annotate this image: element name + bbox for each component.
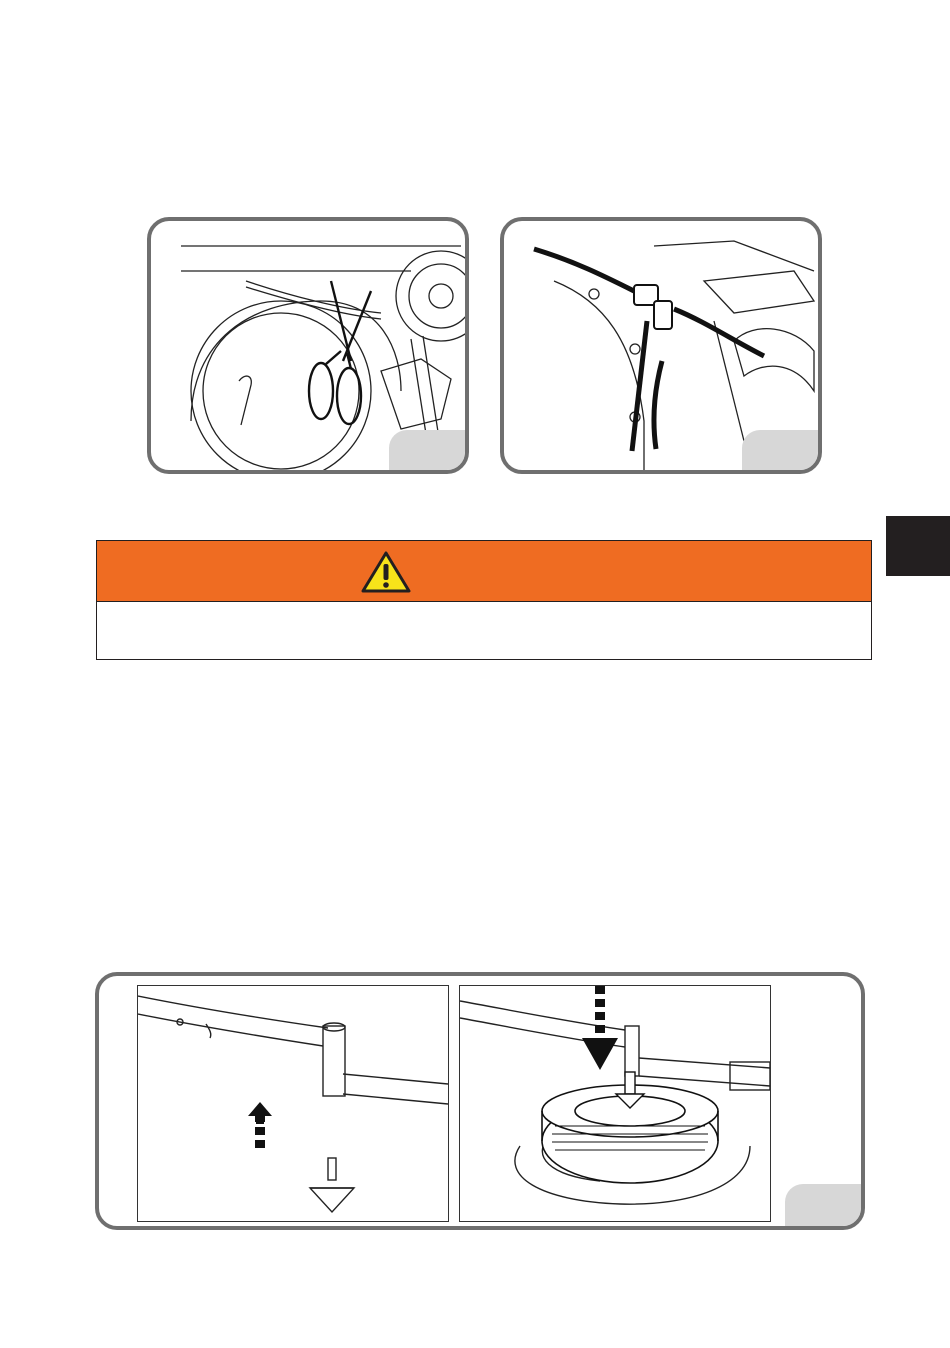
figure-panel-wheel-clamp xyxy=(459,985,771,1222)
warning-box xyxy=(96,540,872,660)
warning-header xyxy=(97,541,871,602)
section-tab xyxy=(886,516,950,576)
cone-raise-illustration xyxy=(138,986,448,1221)
figure-number-badge xyxy=(389,430,465,470)
figure-number-badge xyxy=(785,1184,861,1226)
wheel-clamp-illustration xyxy=(460,986,770,1221)
figure-wheel-clamping xyxy=(95,972,865,1230)
figure-cut-strap xyxy=(147,217,469,474)
figure-panel-cone-raise xyxy=(137,985,449,1222)
figure-number-badge xyxy=(742,430,818,470)
figure-hose-connection xyxy=(500,217,822,474)
warning-triangle-icon xyxy=(361,550,411,594)
